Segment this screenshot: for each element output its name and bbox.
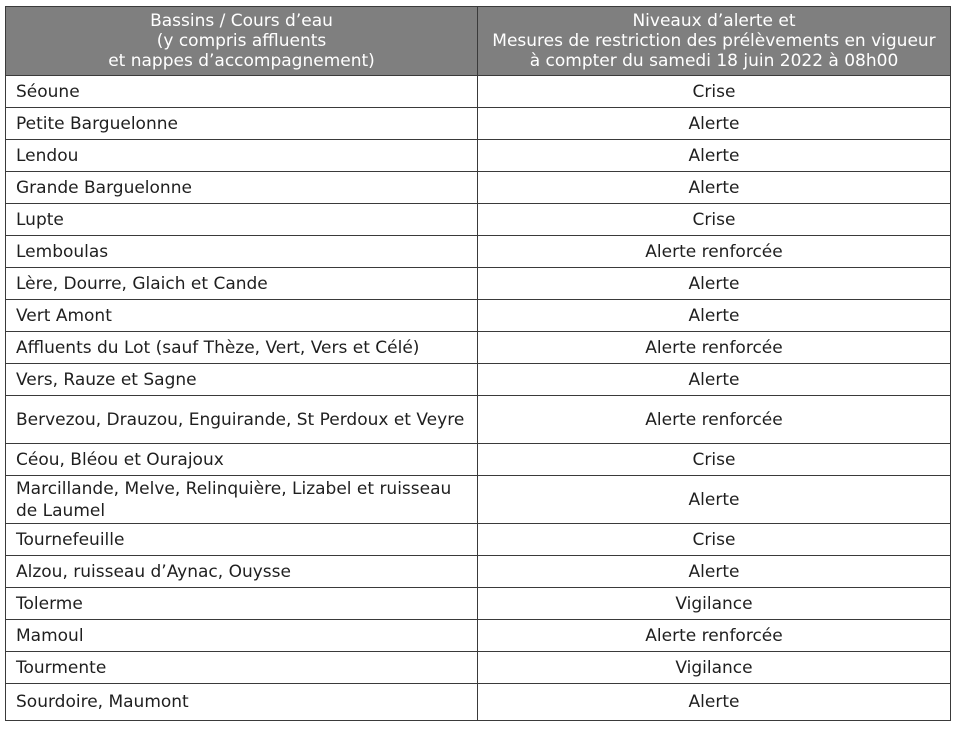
level-cell: Crise <box>478 204 951 236</box>
table-header-row <box>6 7 951 76</box>
basin-cell: Lupte <box>6 204 478 236</box>
table-row <box>6 444 951 476</box>
basin-cell: Bervezou, Drauzou, Enguirande, St Perdoux et Veyre <box>6 396 478 444</box>
basin-cell: Céou, Bléou et Ourajoux <box>6 444 478 476</box>
basin-cell: Séoune <box>6 76 478 108</box>
level-cell: Crise <box>478 444 951 476</box>
header-basins-line: (y compris affluents <box>156 31 327 51</box>
level-cell: Alerte <box>478 556 951 588</box>
header-levels <box>478 7 951 76</box>
table-row <box>6 108 951 140</box>
basin-cell: Marcillande, Melve, Relinquière, Lizabel et ruisseau de Laumel <box>6 476 478 524</box>
basin-cell: Vers, Rauze et Sagne <box>6 364 478 396</box>
table-row <box>6 652 951 684</box>
table-row <box>6 396 951 444</box>
table-row <box>6 476 951 524</box>
header-basins-line: Bassins / Cours d’eau <box>150 11 333 31</box>
level-cell: Crise <box>478 524 951 556</box>
level-cell: Alerte <box>478 684 951 721</box>
header-levels-line: Niveaux d’alerte et <box>632 11 796 31</box>
header-basins-line: et nappes d’accompagnement) <box>108 51 375 71</box>
level-cell: Alerte renforcée <box>478 620 951 652</box>
table-row <box>6 268 951 300</box>
level-cell: Vigilance <box>478 652 951 684</box>
level-cell: Alerte renforcée <box>478 236 951 268</box>
table-row <box>6 140 951 172</box>
basin-cell: Grande Barguelonne <box>6 172 478 204</box>
table-row <box>6 556 951 588</box>
table-row <box>6 684 951 721</box>
basin-cell: Lendou <box>6 140 478 172</box>
table-row <box>6 588 951 620</box>
table-row <box>6 172 951 204</box>
level-cell: Alerte <box>478 300 951 332</box>
table-row <box>6 620 951 652</box>
basin-cell: Lère, Dourre, Glaich et Cande <box>6 268 478 300</box>
level-cell: Alerte <box>478 268 951 300</box>
header-basins <box>6 7 478 76</box>
table-row <box>6 300 951 332</box>
basin-cell: Vert Amont <box>6 300 478 332</box>
table-row <box>6 524 951 556</box>
level-cell: Alerte renforcée <box>478 396 951 444</box>
level-cell: Crise <box>478 76 951 108</box>
level-cell: Alerte <box>478 364 951 396</box>
header-levels-line: Mesures de restriction des prélèvements en vigueur <box>492 31 936 51</box>
basin-cell: Lemboulas <box>6 236 478 268</box>
level-cell: Alerte <box>478 108 951 140</box>
level-cell: Alerte <box>478 140 951 172</box>
basin-cell: Affluents du Lot (sauf Thèze, Vert, Vers et Célé) <box>6 332 478 364</box>
table-row <box>6 236 951 268</box>
level-cell: Alerte renforcée <box>478 332 951 364</box>
level-cell: Alerte <box>478 476 951 524</box>
table-row <box>6 364 951 396</box>
table-row <box>6 332 951 364</box>
basin-cell: Mamoul <box>6 620 478 652</box>
basin-cell: Sourdoire, Maumont <box>6 684 478 721</box>
basin-cell: Tolerme <box>6 588 478 620</box>
basin-cell: Tournefeuille <box>6 524 478 556</box>
basin-cell: Petite Barguelonne <box>6 108 478 140</box>
table-row <box>6 76 951 108</box>
level-cell: Alerte <box>478 172 951 204</box>
header-levels-line: à compter du samedi 18 juin 2022 à 08h00 <box>529 51 899 71</box>
basin-cell: Alzou, ruisseau d’Aynac, Ouysse <box>6 556 478 588</box>
alert-levels-table <box>5 6 951 721</box>
level-cell: Vigilance <box>478 588 951 620</box>
table-row <box>6 204 951 236</box>
basin-cell: Tourmente <box>6 652 478 684</box>
